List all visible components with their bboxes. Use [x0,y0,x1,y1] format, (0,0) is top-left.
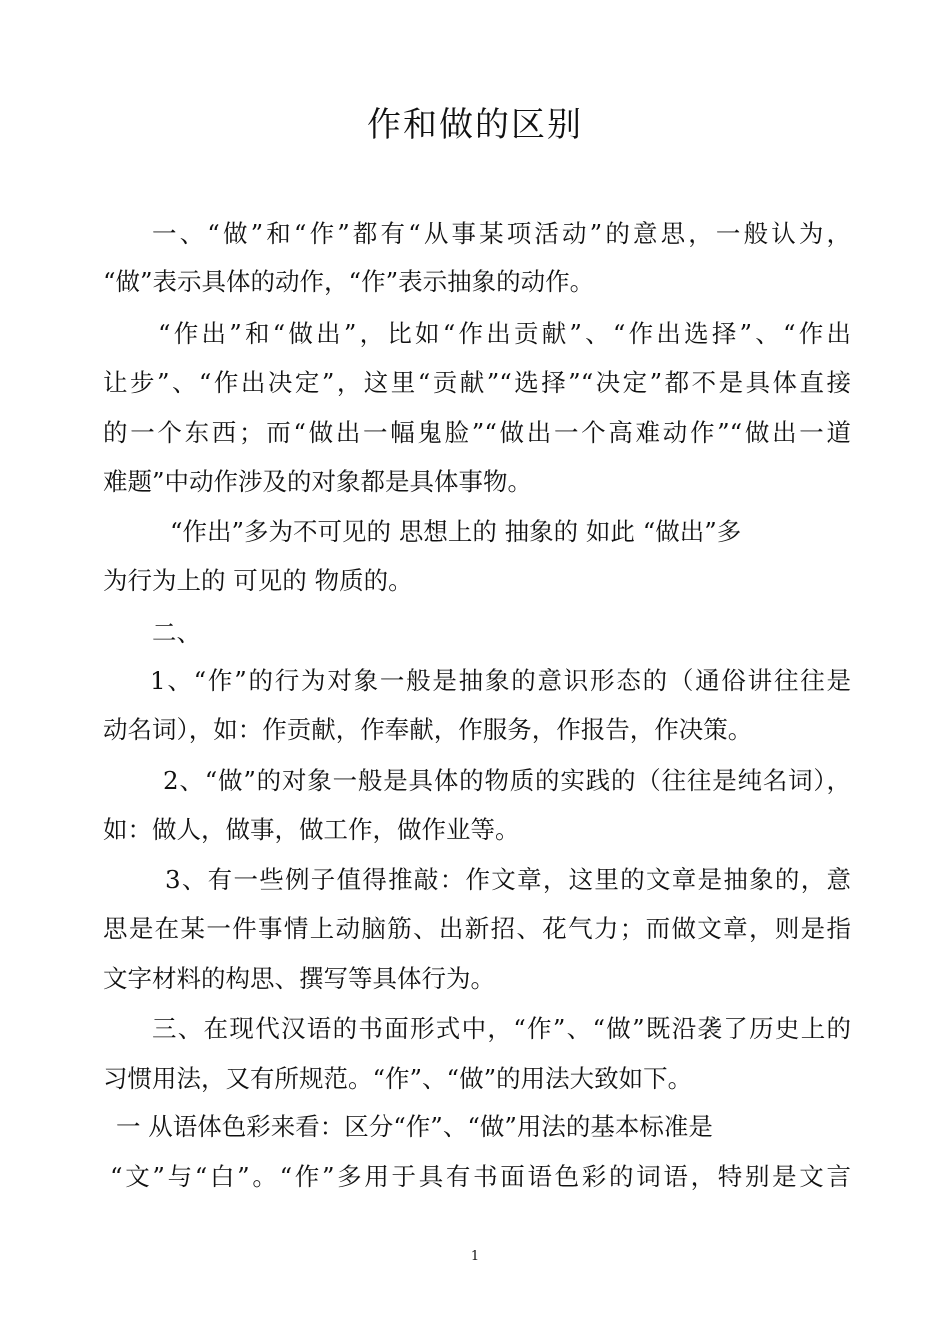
paragraph-line: “文”与“白”。“作”多用于具有书面语色彩的词语，特别是文言 [110,1162,851,1191]
paragraph-line: 如：做人，做事，做工作，做作业等。 [103,815,520,844]
paragraph-line: 难题”中动作涉及的对象都是具体事物。 [103,467,533,496]
paragraph-line: 动名词），如：作贡献，作奉献，作服务，作报告，作决策。 [103,715,753,744]
paragraph-line: “做”表示具体的动作，“作”表示抽象的动作。 [103,267,595,296]
paragraph-line: 一 从语体色彩来看：区分“作”、“做”用法的基本标准是 [116,1112,713,1141]
paragraph-line: 为行为上的 可见的 物质的。 [103,566,413,595]
paragraph-line: “作出”多为不可见的 思想上的 抽象的 如此 “做出”多 [170,517,742,546]
paragraph-line: 的一个东西；而“做出一幅鬼脸”“做出一个高难动作”“做出一道 [103,418,851,447]
paragraph-line: 2、“做”的对象一般是具体的物质的实践的（往往是纯名词）， [163,766,851,795]
paragraph-line: 1、“作”的行为对象一般是抽象的意识形态的（通俗讲往往是 [150,666,851,695]
paragraph-line: “作出”和“做出”，比如“作出贡献”、“作出选择”、“作出 [158,319,851,348]
paragraph-line: 文字材料的构思、撰写等具体行为。 [103,964,495,993]
section-heading: 二、 [152,618,201,647]
page-title: 作和做的区别 [367,105,583,145]
paragraph-line: 习惯用法，又有所规范。“作”、“做”的用法大致如下。 [103,1064,693,1093]
paragraph-line: 一、“做”和“作”都有“从事某项活动”的意思，一般认为， [152,219,851,248]
paragraph-line: 三、在现代汉语的书面形式中，“作”、“做”既沿袭了历史上的 [152,1014,851,1043]
page-number: 1 [470,1249,480,1264]
paragraph-line: 让步”、“作出决定”，这里“贡献”“选择”“决定”都不是具体直接 [103,368,851,397]
paragraph-line: 思是在某一件事情上动脑筋、出新招、花气力；而做文章，则是指 [103,914,851,943]
paragraph-line: 3、有一些例子值得推敲：作文章，这里的文章是抽象的，意 [165,865,851,894]
